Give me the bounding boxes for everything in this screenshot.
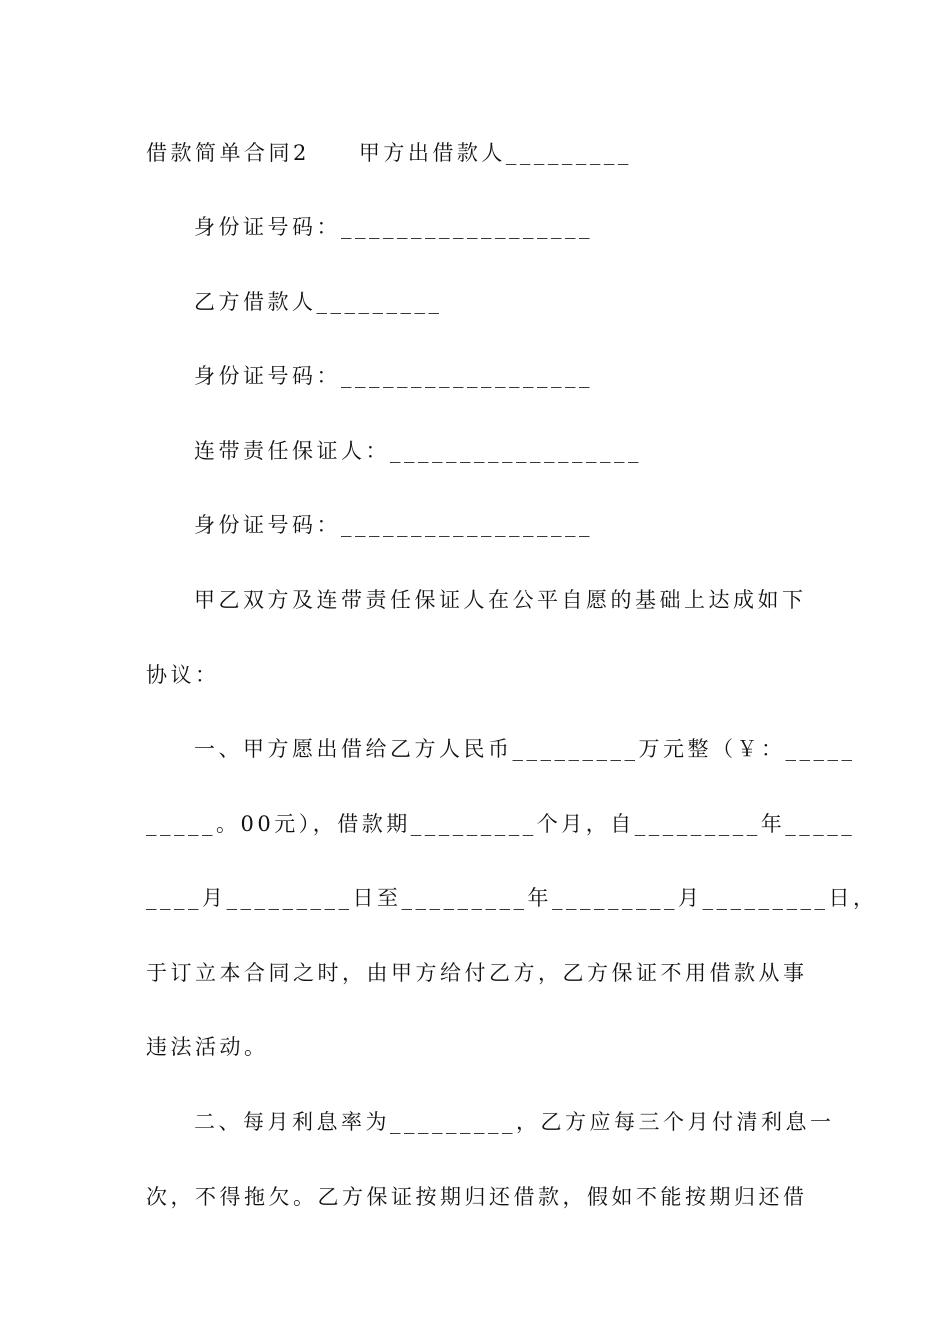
- clause-1-line-4: 于订立本合同之时，由甲方给付乙方，乙方保证不用借款从事: [146, 961, 808, 985]
- title-line: 借款简单合同2 甲方出借款人_________: [146, 141, 632, 165]
- clause-1-line-2: _____。00元），借款期_________个月，自_________年_____: [146, 812, 856, 836]
- clause-1-line-3: ____月_________日至_________年_________月_________日，: [146, 886, 878, 910]
- lender-id-line: 身份证号码：__________________: [194, 215, 593, 239]
- clause-2-line-2: 次，不得拖欠。乙方保证按期归还借款，假如不能按期归还借: [146, 1185, 808, 1209]
- guarantor-line: 连带责任保证人：__________________: [194, 439, 642, 463]
- guarantor-id-line: 身份证号码：__________________: [194, 513, 593, 537]
- clause-1-line-1: 一、甲方愿出借给乙方人民币_________万元整（￥：_____: [194, 737, 856, 761]
- agreement-intro-continued-line: 协议：: [146, 663, 220, 687]
- clause-2-line-1: 二、每月利息率为_________，乙方应每三个月付清利息一: [194, 1110, 835, 1134]
- borrower-line: 乙方借款人_________: [194, 290, 443, 314]
- clause-1-line-5: 违法活动。: [146, 1035, 269, 1059]
- borrower-id-line: 身份证号码：__________________: [194, 364, 593, 388]
- agreement-intro-line: 甲乙双方及连带责任保证人在公平自愿的基础上达成如下: [194, 588, 807, 612]
